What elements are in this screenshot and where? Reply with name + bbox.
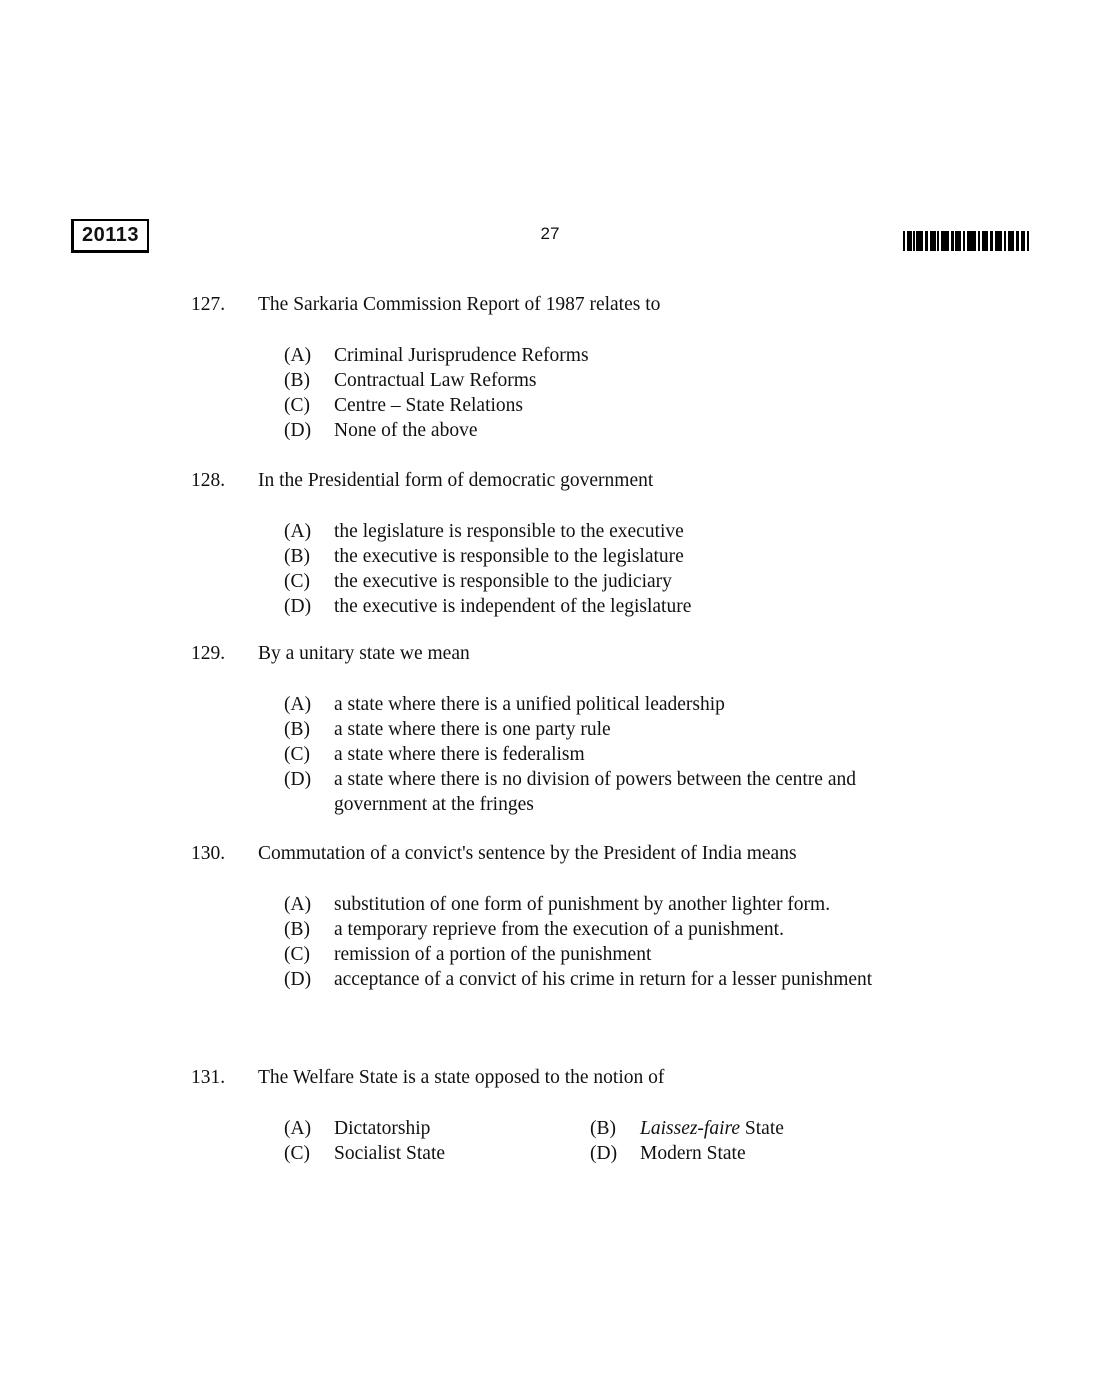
options-list [284, 892, 884, 992]
option-letter: (B) [284, 919, 310, 940]
page-number: 27 [540, 224, 560, 243]
option-a[interactable] [284, 343, 884, 368]
option-b[interactable] [284, 544, 884, 569]
option-c[interactable] [284, 1141, 445, 1166]
option-letter: (A) [284, 345, 312, 366]
option-b[interactable] [284, 717, 884, 742]
question-text: The Welfare State is a state opposed to the notion of [258, 1067, 665, 1088]
option-text: a temporary reprieve from the execution of a punishment. [334, 919, 784, 940]
option-a[interactable] [284, 1116, 430, 1141]
option-d[interactable] [284, 967, 884, 992]
option-letter: (B) [284, 546, 310, 567]
option-a[interactable] [284, 892, 884, 917]
option-a[interactable] [284, 692, 884, 717]
question-text: The Sarkaria Commission Report of 1987 relates to [258, 294, 661, 315]
option-text: the executive is responsible to the judiciary [334, 571, 672, 592]
option-text: remission of a portion of the punishment [334, 944, 652, 965]
option-b[interactable] [590, 1116, 784, 1141]
option-b[interactable] [284, 368, 884, 393]
option-letter: (A) [284, 1118, 312, 1139]
option-text: a state where there is one party rule [334, 719, 611, 740]
option-text: the executive is independent of the legislature [334, 596, 692, 617]
question-text: In the Presidential form of democratic government [258, 470, 654, 491]
options-list [284, 343, 884, 443]
option-letter: (A) [284, 694, 312, 715]
option-c[interactable] [284, 569, 884, 594]
option-c[interactable] [284, 393, 884, 418]
option-text: Contractual Law Reforms [334, 370, 537, 391]
paper-code-box: 20113 [71, 219, 149, 253]
option-text: None of the above [334, 420, 478, 441]
question-number: 128. [191, 470, 226, 491]
option-d[interactable] [590, 1141, 746, 1166]
option-d[interactable] [284, 418, 884, 443]
option-text: Dictatorship [334, 1118, 431, 1139]
option-c[interactable] [284, 742, 884, 767]
option-letter: (B) [590, 1118, 616, 1139]
option-text: the legislature is responsible to the executive [334, 521, 684, 542]
options-list [284, 692, 884, 817]
option-letter: (D) [284, 769, 312, 790]
option-text: the executive is responsible to the legislature [334, 546, 684, 567]
option-letter: (A) [284, 521, 312, 542]
option-letter: (B) [284, 370, 310, 391]
question-text: Commutation of a convict's sentence by the President of India means [258, 843, 797, 864]
option-letter: (A) [284, 894, 312, 915]
option-letter: (C) [284, 1143, 310, 1164]
option-letter: (C) [284, 395, 310, 416]
option-text: a state where there is no division of powers between the centre and government at the fringes [334, 769, 856, 815]
option-letter: (B) [284, 719, 310, 740]
option-letter: (C) [284, 944, 310, 965]
option-b[interactable] [284, 917, 884, 942]
option-d[interactable] [284, 767, 884, 817]
option-text-italic: Laissez-faire [640, 1118, 741, 1139]
question-number: 127. [191, 294, 226, 315]
options-list [284, 519, 884, 619]
option-text: acceptance of a convict of his crime in return for a lesser punishment [334, 969, 873, 990]
option-letter: (D) [284, 420, 312, 441]
option-c[interactable] [284, 942, 884, 967]
option-text: Criminal Jurisprudence Reforms [334, 345, 589, 366]
option-text: Centre – State Relations [334, 395, 524, 416]
barcode-image [903, 231, 1031, 251]
option-text: a state where there is federalism [334, 744, 585, 765]
option-text: Modern State [640, 1143, 746, 1164]
question-number: 131. [191, 1067, 226, 1088]
option-letter: (D) [284, 596, 312, 617]
option-letter: (C) [284, 571, 310, 592]
option-text: State [740, 1118, 784, 1139]
option-text: substitution of one form of punishment by another lighter form. [334, 894, 831, 915]
option-letter: (D) [590, 1143, 618, 1164]
option-text: a state where there is a unified political leadership [334, 694, 725, 715]
question-text: By a unitary state we mean [258, 643, 470, 664]
option-d[interactable] [284, 594, 884, 619]
option-letter: (D) [284, 969, 312, 990]
question-number: 129. [191, 643, 226, 664]
option-text: Socialist State [334, 1143, 446, 1164]
option-a[interactable] [284, 519, 884, 544]
option-letter: (C) [284, 744, 310, 765]
question-number: 130. [191, 843, 226, 864]
